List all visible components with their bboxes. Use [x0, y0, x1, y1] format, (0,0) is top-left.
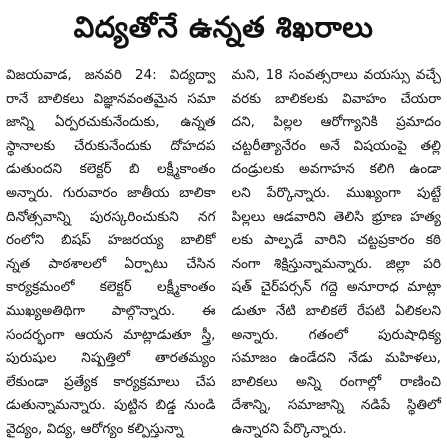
article-line: కార్యక్రమంలో కలెక్టర్ లక్ష్మీకాంతం [6, 279, 216, 296]
article-line: అన్నారు. గురువారం జాతీయ బాలికా [6, 184, 216, 201]
article-line: స్థానాలకు చేరుకునేందుకు దోహదప [6, 137, 216, 154]
article-line: ముఖ్యఅతిథిగా పాల్గొన్నారు. ఈ [6, 302, 216, 319]
article-line: ఉన్నారని పేర్కొన్నారు. [231, 420, 347, 437]
article-line: సందర్భంగా ఆయన మాట్లాడుతూ స్త్రీ, [6, 326, 216, 343]
article-line: లకు పాల్పడే వారిని చట్టప్రకారం కఠి [231, 232, 441, 249]
article-line: దేశాన్ని, సమాజాన్ని నడిపే స్థితిలో [231, 397, 441, 414]
article-column-right [231, 64, 442, 437]
article-line: వరకు బాలికలకు వివాహం చేయరా [231, 90, 441, 107]
article-body [6, 64, 441, 437]
article-line: లని పేర్కొన్నారు. ముఖ్యంగా పుట్టే [231, 184, 441, 201]
article-line: పురుషుల నిష్పత్తిలో తారతమ్యం [6, 350, 216, 367]
article-line: లేకుండా ప్రత్యేక కార్యక్రమాలు చేప [6, 373, 216, 390]
article-line: వైద్యం, విద్య, ఆరోగ్యం కల్పిస్తున్నా [6, 420, 184, 437]
article-line: డుతూ నేటి బాలికలే రేపటి ఏలికలని [231, 302, 441, 319]
article-line: చట్టరీత్యానేరం అనే విషయంపై తల్లి [231, 137, 441, 154]
article-line: దినోత్సవాన్ని పురస్కరించుకుని నగ [6, 208, 216, 225]
article-line: రంలోని బిషప్ హజరయ్య బాలికో [6, 232, 216, 249]
article-line: బాలికలు అన్ని రంగాల్లో రాణించి [231, 373, 441, 390]
article-line: రానే బాలికలు విజ్ఞానవంతమైన సమా [6, 90, 216, 107]
article-line: అన్నారు. గతంలో పురుషాధిక్య [231, 326, 441, 343]
article-line: డుతున్నామన్నారు. పుట్టిన బిడ్డ నుండి [6, 397, 216, 414]
article-line: దండ్రులకు అవగాహన కలిగి ఉండా [231, 161, 441, 178]
newspaper-clipping [0, 2, 447, 437]
article-line: మని, 18 సంవత్సరాలు వయస్సు వచ్చే [231, 67, 441, 83]
article-column-left [6, 64, 216, 437]
article-line: నంగా శిక్షిస్తున్నామన్నారు. జిల్లా పరి [231, 255, 441, 272]
headline: విద్యతోనే ఉన్నత శిఖరాలు [73, 10, 374, 44]
article-line: జాన్ని ఏర్పరచుకునేందుకు, ఉన్నత [6, 114, 216, 131]
article-line: దని, పిల్లల ఆరోగ్యానికి ప్రమాదం [231, 114, 441, 131]
article-line: షత్ చైర్‌పర్సన్ గద్దె అనూరాధ మాట్లా [231, 279, 441, 296]
article-line: డుతుందని కలెక్టర్ బి లక్ష్మీకాంతం [6, 161, 216, 178]
article-line: సమాజం ఉండేదని నేడు మహిళలు, [231, 350, 441, 367]
article-line: విజయవాడ, జనవరి 24: విద్యద్వా [6, 67, 216, 83]
article-line: న్నత పాఠశాలలో ఏర్పాటు చేసిన [6, 255, 216, 272]
article-line: పిల్లలు ఆడవారిని తెలిసి భ్రూణ హత్య [231, 208, 441, 225]
